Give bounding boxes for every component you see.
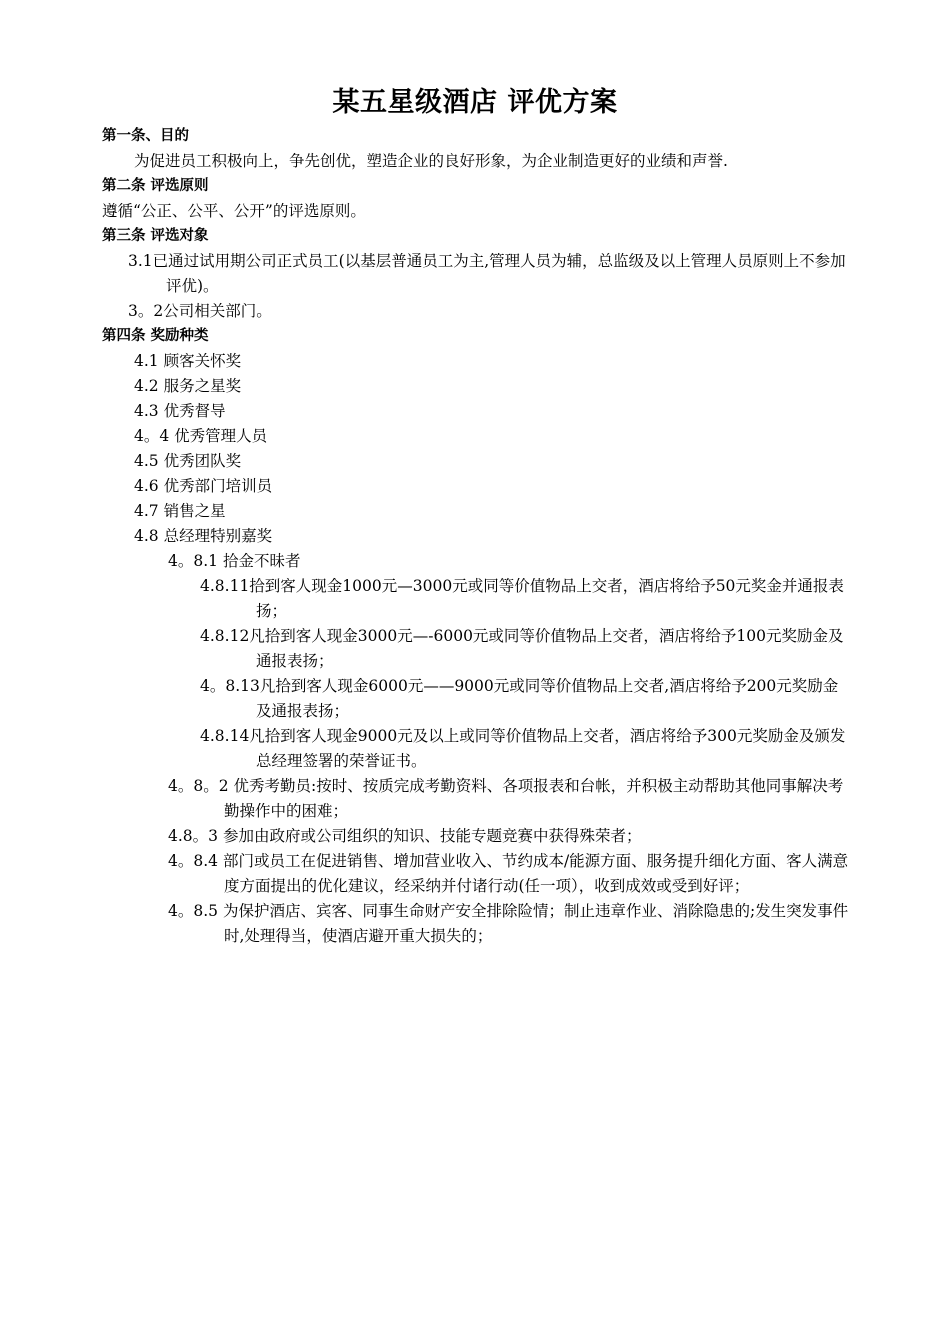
found-money-rule: 4。8.13凡拾到客人现金6000元——9000元或同等价值物品上交者,酒店将给予200元奖励金及通报表扬； [200, 677, 839, 720]
article-1-text: 为促进员工积极向上，争先创优，塑造企业的良好形象，为企业制造更好的业绩和声誉. [134, 152, 728, 170]
found-money-rule: 4.8.14凡拾到客人现金9000元及以上或同等价值物品上交者，酒店将给予300元奖励金及颁发总经理签署的荣誉证书。 [200, 727, 846, 770]
article-2-heading: 第二条 评选原则 [102, 178, 209, 194]
award-item: 4。4 优秀管理人员 [134, 427, 268, 445]
award-item: 4.1 顾客关怀奖 [134, 352, 242, 370]
found-money-rule: 4.8.11拾到客人现金1000元—3000元或同等价值物品上交者，酒店将给予50元奖金并通报表扬； [200, 577, 844, 620]
award-item: 4.6 优秀部门培训员 [134, 477, 273, 495]
article-4-heading: 第四条 奖励种类 [102, 328, 209, 344]
award-item: 4.5 优秀团队奖 [134, 452, 242, 470]
document-body [102, 124, 852, 949]
sub-award-item: 4。8。2 优秀考勤员:按时、按质完成考勤资料、各项报表和台帐，并积极主动帮助其他同事解决考勤操作中的困难； [168, 777, 844, 820]
article-2-text: 遵循“公正、公平、公开”的评选原则。 [102, 202, 366, 220]
award-item: 4.3 优秀督导 [134, 402, 226, 420]
article-3-item: 3.1已通过试用期公司正式员工(以基层普通员工为主,管理人员为辅，总监级及以上管理人员原则上不参加评优)。 [128, 252, 846, 295]
sub-award-heading: 4。8.1 拾金不昧者 [168, 552, 301, 570]
article-1-heading: 第一条、目的 [102, 128, 189, 144]
award-item: 4.7 销售之星 [134, 502, 226, 520]
document-title: 某五星级酒店 评优方案 [332, 87, 618, 118]
sub-award-item: 4.8。3 参加由政府或公司组织的知识、技能专题竞赛中获得殊荣者； [168, 827, 642, 845]
sub-award-item: 4。8.4 部门或员工在促进销售、增加营业收入、节约成本/能源方面、服务提升细化方面、客人满意度方面提出的优化建议，经采纳并付诸行动(任一项），收到成效或受到好评； [168, 852, 849, 895]
award-item: 4.2 服务之星奖 [134, 377, 242, 395]
found-money-rule: 4.8.12凡拾到客人现金3000元—-6000元或同等价值物品上交者，酒店将给予100元奖励金及通报表扬； [200, 627, 844, 670]
article-3-item: 3。2公司相关部门。 [128, 302, 272, 320]
sub-award-item: 4。8.5 为保护酒店、宾客、同事生命财产安全排除险情；制止违章作业、消除隐患的;发生突发事件时,处理得当，使酒店避开重大损失的； [168, 902, 849, 945]
article-3-heading: 第三条 评选对象 [102, 228, 209, 244]
award-item: 4.8 总经理特别嘉奖 [134, 527, 273, 545]
